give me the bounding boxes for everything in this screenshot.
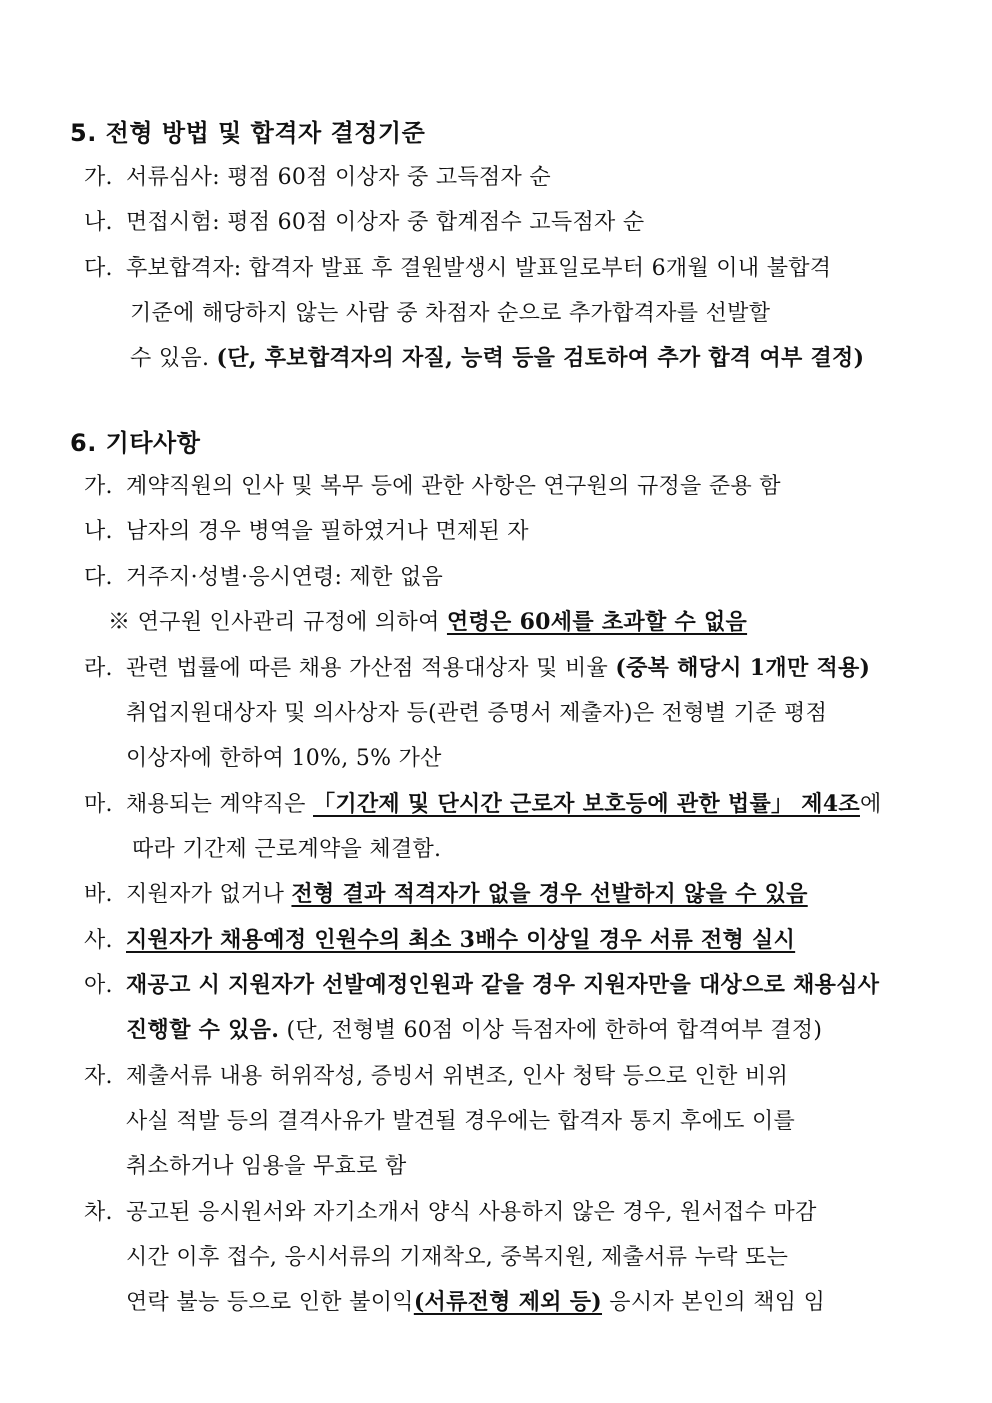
item-text: 거주지·성별·응시연령: 제한 없음 bbox=[126, 565, 444, 590]
item-text: 면접시험: 평점 60점 이상자 중 합계점수 고득점자 순 bbox=[126, 210, 645, 235]
item-note-bold: (단, 후보합격자의 자질, 능력 등을 검토하여 추가 합격 여부 결정) bbox=[216, 345, 865, 371]
item-marker: 가. bbox=[84, 474, 113, 499]
section-6-heading: 6. 기타사항 bbox=[70, 429, 201, 457]
item-marker: 나. bbox=[84, 519, 113, 544]
item-text-suffix: 응시자 본인의 책임 임 bbox=[602, 1290, 826, 1315]
item-marker: 다. bbox=[84, 565, 113, 590]
item-marker: 바. bbox=[84, 882, 113, 907]
item-marker: 다. bbox=[84, 256, 113, 281]
item-text: 취업지원대상자 및 의사상자 등(관련 증명서 제출자)은 전형별 기준 평점 bbox=[126, 701, 828, 726]
item-emphasis: 지원자가 채용예정 인원수의 최소 3배수 이상일 경우 서류 전형 실시 bbox=[126, 927, 796, 953]
item-text: 따라 기간제 근로계약을 체결함. bbox=[132, 837, 442, 862]
item-text: 연락 불능 등으로 인한 불이익 bbox=[126, 1290, 414, 1315]
item-text: 시간 이후 접수, 응시서류의 기재착오, 중복지원, 제출서류 누락 또는 bbox=[126, 1245, 789, 1270]
item-text: 이상자에 한하여 10%, 5% 가산 bbox=[126, 746, 442, 771]
item-text: 계약직원의 인사 및 복무 등에 관한 사항은 연구원의 규정을 준용 함 bbox=[126, 474, 781, 499]
item-text: 수 있음. bbox=[130, 346, 217, 371]
item-text: 사실 적발 등의 결격사유가 발견될 경우에는 합격자 통지 후에도 이를 bbox=[126, 1109, 796, 1134]
item-text: (단, 전형별 60점 이상 득점자에 한하여 합격여부 결정) bbox=[279, 1018, 823, 1043]
item-text: 취소하거나 임용을 무효로 함 bbox=[126, 1154, 407, 1179]
law-reference: 「기간제 및 단시간 근로자 보호등에 관한 법률」 제4조 bbox=[313, 791, 860, 817]
item-text: 기준에 해당하지 않는 사람 중 차점자 순으로 추가합격자를 선발할 bbox=[130, 301, 771, 326]
item-emphasis: 재공고 시 지원자가 선발예정인원과 같을 경우 지원자만을 대상으로 채용심사 bbox=[126, 972, 880, 998]
item-text: 후보합격자: 합격자 발표 후 결원발생시 발표일로부터 6개월 이내 불합격 bbox=[126, 256, 832, 281]
item-text: 남자의 경우 병역을 필하였거나 면제된 자 bbox=[126, 519, 529, 544]
item-text-suffix: 에 bbox=[859, 792, 882, 817]
item-marker: 라. bbox=[84, 656, 113, 681]
note-emphasis: 연령은 60세를 초과할 수 없음 bbox=[446, 609, 748, 635]
item-text: 관련 법률에 따른 채용 가산점 적용대상자 및 비율 bbox=[126, 656, 616, 681]
item-emphasis: 진행할 수 있음. bbox=[126, 1017, 280, 1043]
item-emphasis: 전형 결과 적격자가 없을 경우 선발하지 않을 수 있음 bbox=[291, 881, 808, 907]
item-text: 제출서류 내용 허위작성, 증빙서 위변조, 인사 청탁 등으로 인한 비위 bbox=[126, 1064, 789, 1089]
item-note-bold: (중복 해당시 1개만 적용) bbox=[615, 655, 871, 681]
item-text: 채용되는 계약직은 bbox=[126, 792, 314, 817]
item-marker: 차. bbox=[84, 1200, 113, 1225]
item-marker: 자. bbox=[84, 1064, 113, 1089]
item-marker: 아. bbox=[84, 973, 113, 998]
item-marker: 마. bbox=[84, 792, 113, 817]
item-text: 서류심사: 평점 60점 이상자 중 고득점자 순 bbox=[126, 165, 551, 190]
note-text: ※ 연구원 인사관리 규정에 의하여 bbox=[108, 610, 447, 635]
item-text: 지원자가 없거나 bbox=[126, 882, 292, 907]
item-marker: 나. bbox=[84, 210, 113, 235]
section-5-heading: 5. 전형 방법 및 합격자 결정기준 bbox=[70, 119, 426, 147]
item-marker: 가. bbox=[84, 165, 113, 190]
item-emphasis: (서류전형 제외 등) bbox=[413, 1289, 603, 1315]
item-text: 공고된 응시원서와 자기소개서 양식 사용하지 않은 경우, 원서접수 마감 bbox=[126, 1200, 817, 1225]
item-marker: 사. bbox=[84, 928, 113, 953]
